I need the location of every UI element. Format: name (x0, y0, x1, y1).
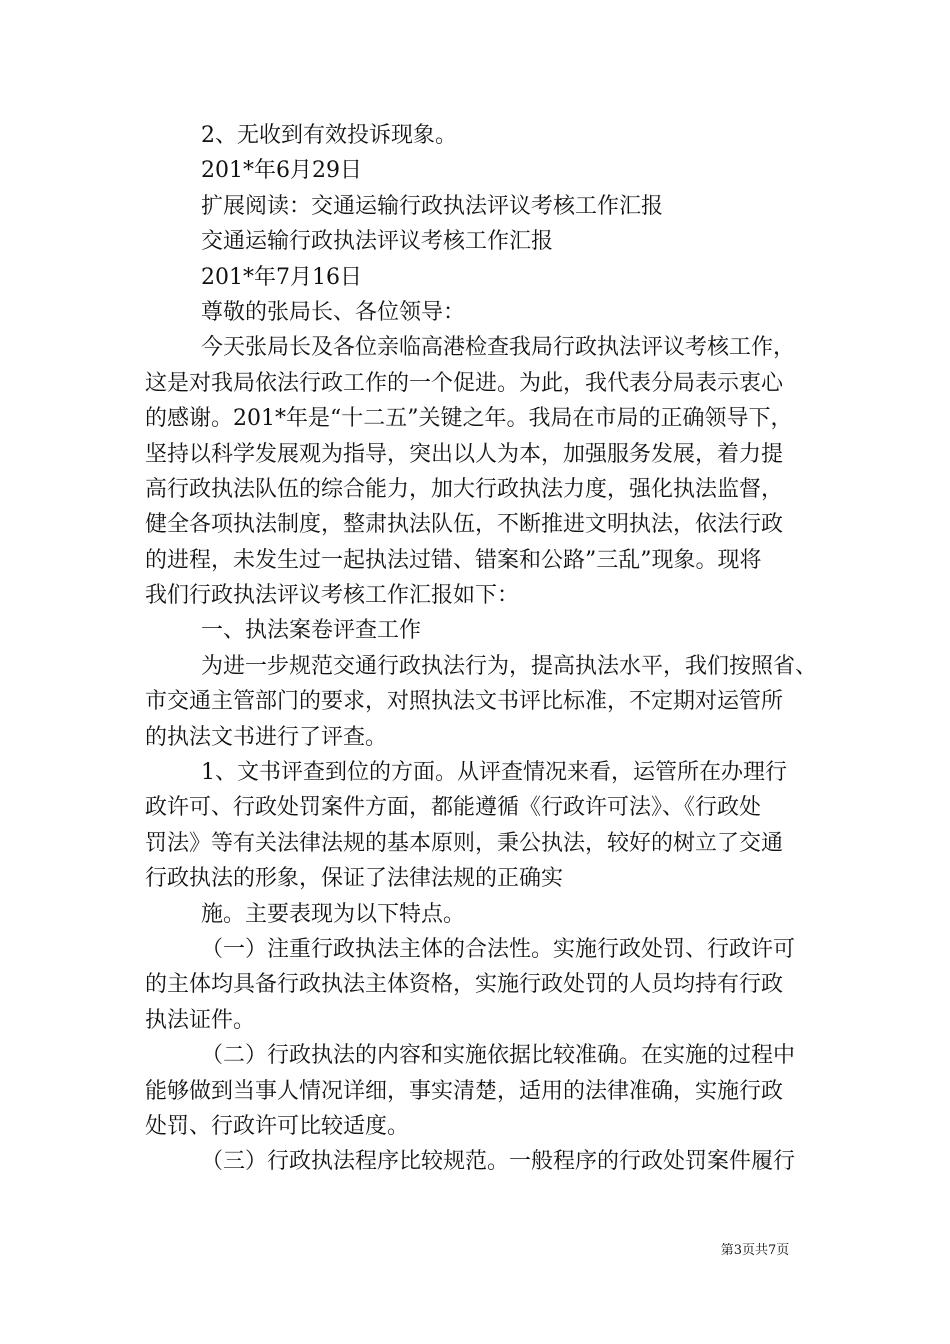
text-line: 我们行政执法评议考核工作汇报如下： (145, 583, 520, 609)
text-line: （一）注重行政执法主体的合法性。实施行政处罚、行政许可 (201, 936, 796, 962)
text-line: 的执法文书进行了评查。 (145, 724, 388, 750)
text-line: 这是对我局依法行政工作的一个促进。为此，我代表分局表示衷心 (145, 370, 784, 396)
text-line: 的主体均具备行政执法主体资格，实施行政处罚的人员均持有行政 (145, 972, 784, 998)
text-line: 市交通主管部门的要求，对照执法文书评比标准，不定期对运管所 (145, 689, 784, 715)
text-line: 罚法》等有关法律法规的基本原则，秉公执法，较好的树立了交通 (145, 830, 784, 856)
text-line: 执法证件。 (145, 1007, 256, 1033)
text-line: 一、执法案卷评查工作 (201, 618, 422, 644)
text-line: 扩展阅读：交通运输行政执法评议考核工作汇报 (201, 193, 664, 219)
text-line: 的进程，未发生过一起执法过错、错案和公路”三乱”现象。现将 (145, 547, 762, 573)
text-line: 1、文书评查到位的方面。从评查情况来看，运管所在办理行 (201, 760, 787, 786)
text-line: 高行政执法队伍的综合能力，加大行政执法力度，强化执法监督， (145, 476, 784, 502)
text-line: （二）行政执法的内容和实施依据比较准确。在实施的过程中 (201, 1043, 796, 1069)
text-line: 施。主要表现为以下特点。 (201, 901, 466, 927)
text-line: 201*年7月16日 (201, 264, 362, 290)
text-line: 能够做到当事人情况详细，事实清楚，适用的法律准确，实施行政 (145, 1078, 784, 1104)
document-body (145, 118, 825, 1180)
text-line: 2、无收到有效投诉现象。 (201, 123, 457, 148)
text-line: 交通运输行政执法评议考核工作汇报 (201, 229, 554, 255)
text-line: 今天张局长及各位亲临高港检查我局行政执法评议考核工作， (201, 335, 796, 361)
text-line: （三）行政执法程序比较规范。一般程序的行政处罚案件履行 (201, 1149, 796, 1175)
text-line: 政许可、行政处罚案件方面，都能遵循《行政许可法》、《行政处 (145, 795, 762, 821)
page-number: 第3页共7页 (720, 1243, 790, 1258)
text-line: 健全各项执法制度，整肃执法队伍，不断推进文明执法，依法行政 (145, 512, 784, 538)
text-line: 的感谢。201*年是“十二五”关键之年。我局在市局的正确领导下， (145, 406, 793, 432)
text-line: 坚持以科学发展观为指导，突出以人为本，加强服务发展，着力提 (145, 441, 784, 467)
text-line: 201*年6月29日 (201, 158, 362, 184)
text-line: 行政执法的形象，保证了法律法规的正确实 (145, 866, 564, 892)
text-line: 尊敬的张局长、各位领导： (201, 299, 466, 325)
text-line: 为进一步规范交通行政执法行为，提高执法水平，我们按照省、 (201, 653, 818, 679)
text-line: 处罚、行政许可比较适度。 (145, 1113, 410, 1139)
